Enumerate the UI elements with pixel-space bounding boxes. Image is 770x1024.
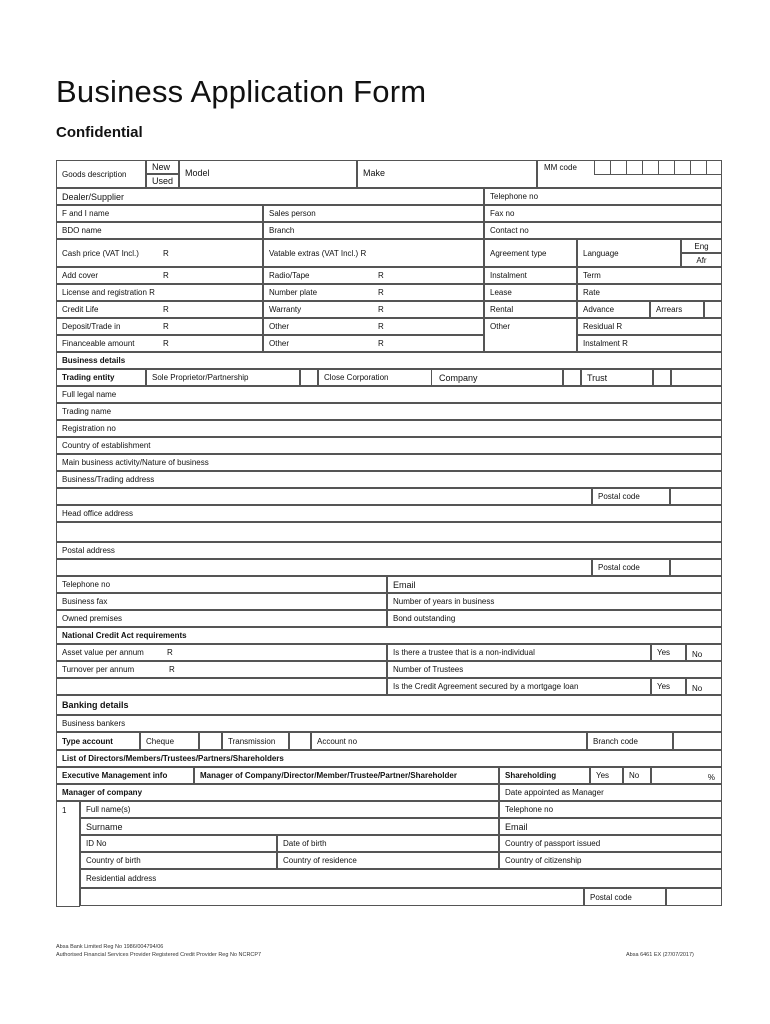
warranty-label: Warranty [269,305,302,314]
ncr-blank-cell [56,678,387,695]
business-bankers-field[interactable]: Business bankers [56,715,722,732]
residential-address-field[interactable]: Residential address [80,869,722,888]
bdo-name-field[interactable]: BDO name [56,222,263,239]
passport-country-field[interactable]: Country of passport issued [499,835,722,852]
account-no-field[interactable]: Account no [311,732,587,750]
radio-tape-label: Radio/Tape [269,271,310,280]
director-index: 1 [56,801,80,907]
director-telephone-field[interactable]: Telephone no [499,801,722,818]
cash-price-currency: R [163,248,169,258]
term-field[interactable]: Term [577,267,722,284]
manager-of-company-label: Manager of company [56,784,499,801]
shareholding-percent-field[interactable]: % [651,767,722,784]
trust-checkbox[interactable] [653,369,671,386]
transmission-option[interactable]: Transmission [222,732,289,750]
trading-postal-code-label: Postal code [592,488,670,505]
date-of-birth-field[interactable]: Date of birth [277,835,499,852]
other-currency-1: R [378,322,384,331]
sales-person-field[interactable]: Sales person [263,205,484,222]
postal-postal-code-field[interactable] [670,559,722,576]
cash-price-label: Cash price (VAT Incl.) [62,248,139,258]
exec-info-label: Executive Management info [56,767,194,784]
arrears-option[interactable]: Arrears [650,301,704,318]
trust-option[interactable]: Trust [581,369,653,386]
cheque-checkbox[interactable] [199,732,222,750]
warranty-field[interactable] [263,301,484,318]
deposit-trade-in-field[interactable] [56,318,263,335]
transmission-checkbox[interactable] [289,732,311,750]
shareholding-yes-option[interactable]: Yes [590,767,623,784]
postal-address-line-2[interactable] [56,559,592,576]
asset-value-label: Asset value per annum [62,648,144,657]
add-cover-field[interactable] [56,267,263,284]
trustee-question-label: Is there a trustee that is a non-individual [387,644,651,661]
main-activity-field[interactable]: Main business activity/Nature of business [56,454,722,471]
surname-field[interactable]: Surname [80,818,499,835]
country-of-residence-field[interactable]: Country of residence [277,852,499,869]
language-label: Language [577,239,681,267]
cheque-option[interactable]: Cheque [140,732,199,750]
model-field[interactable]: Model [179,160,357,188]
credit-life-field[interactable] [56,301,263,318]
financeable-currency: R [163,339,169,348]
number-plate-label: Number plate [269,288,318,297]
radio-tape-field[interactable] [263,267,484,284]
credit-life-currency: R [163,305,169,314]
trading-entity-spacer [671,369,722,386]
residential-postal-code-label: Postal code [584,888,666,906]
full-legal-name-field[interactable]: Full legal name [56,386,722,403]
deposit-currency: R [163,322,169,331]
mortgage-question-label: Is the Credit Agreement secured by a mortgage loan [387,678,651,695]
sole-proprietor-checkbox[interactable] [300,369,318,386]
country-of-birth-field[interactable]: Country of birth [80,852,277,869]
trading-postal-code-field[interactable] [670,488,722,505]
mm-code-field[interactable] [537,160,722,188]
business-telephone-field[interactable]: Telephone no [56,576,387,593]
footer-reg-line: Absa Bank Limited Reg No 1986/004794/06 [56,944,164,950]
other-extras-field-2[interactable] [263,335,484,352]
page-subtitle: Confidential [56,124,143,141]
radio-tape-currency: R [378,271,384,280]
financeable-amount-field[interactable] [56,335,263,352]
fax-no-field[interactable]: Fax no [484,205,722,222]
other-extras-field-1[interactable] [263,318,484,335]
business-email-field[interactable]: Email [387,576,722,593]
residential-postal-code-field[interactable] [666,888,722,906]
cash-price-field[interactable] [56,239,263,267]
used-checkbox[interactable]: Used [146,174,179,188]
type-account-label: Type account [56,732,140,750]
goods-description-label: Goods description [56,160,146,188]
head-office-address-field[interactable]: Head office address [56,505,722,522]
turnover-currency: R [169,665,175,674]
date-appointed-field[interactable]: Date appointed as Manager [499,784,722,801]
trading-address-line-2[interactable] [56,488,592,505]
language-eng-option[interactable]: Eng [681,239,722,253]
turnover-field[interactable] [56,661,387,678]
company-label: Company [439,372,478,383]
registration-no-field[interactable]: Registration no [56,420,722,437]
residential-address-line-2[interactable] [80,888,584,906]
other-agreement-option[interactable]: Other [484,318,577,352]
f-and-i-name-field[interactable]: F and I name [56,205,263,222]
turnover-label: Turnover per annum [62,665,135,674]
bond-outstanding-field[interactable]: Bond outstanding [387,610,722,627]
lease-option[interactable]: Lease [484,284,577,301]
instalment-option[interactable]: Instalment [484,267,577,284]
residual-field[interactable]: Residual R [577,318,722,335]
postal-postal-code-label: Postal code [592,559,670,576]
deposit-trade-in-label: Deposit/Trade in [62,322,121,331]
business-fax-field[interactable]: Business fax [56,593,387,610]
manager-company-long-label: Manager of Company/Director/Member/Trustee/Partner/Shareholder [194,767,499,784]
application-form [56,160,722,906]
warranty-currency: R [378,305,384,314]
business-details-heading: Business details [56,352,722,369]
years-in-business-field[interactable]: Number of years in business [387,593,722,610]
directors-heading: List of Directors/Members/Trustees/Partners/Shareholders [56,750,722,767]
number-plate-field[interactable] [263,284,484,301]
ncr-heading: National Credit Act requirements [56,627,722,644]
country-citizenship-field[interactable]: Country of citizenship [499,852,722,869]
other-currency-2: R [378,339,384,348]
id-no-field[interactable]: ID No [80,835,277,852]
trustee-yes-option[interactable]: Yes [651,644,686,661]
contact-no-field[interactable]: Contact no [484,222,722,239]
branch-code-label: Branch code [587,732,673,750]
number-plate-currency: R [378,288,384,297]
branch-code-field[interactable] [673,732,722,750]
add-cover-currency: R [163,271,169,280]
arrears-checkbox[interactable] [704,301,722,318]
license-registration-field[interactable]: License and registration R [56,284,263,301]
vatable-extras-field[interactable]: Vatable extras (VAT Incl.) R [263,239,484,267]
branch-field[interactable]: Branch [263,222,484,239]
number-trustees-field[interactable]: Number of Trustees [387,661,722,678]
trustee-no-option[interactable]: No [686,644,722,661]
agreement-type-label: Agreement type [484,239,577,267]
make-field[interactable]: Make [357,160,537,188]
country-establishment-field[interactable]: Country of establishment [56,437,722,454]
dealer-telephone-field[interactable]: Telephone no [484,188,722,205]
mm-code-boxes[interactable] [594,161,722,175]
trading-name-field[interactable]: Trading name [56,403,722,420]
company-checkbox[interactable] [563,369,581,386]
page-title: Business Application Form [56,74,427,109]
postal-address-field[interactable]: Postal address [56,542,722,559]
other-label-1: Other [269,322,290,331]
rental-option[interactable]: Rental [484,301,577,318]
instalment-amount-field[interactable]: Instalment R [577,335,722,352]
asset-value-currency: R [167,648,173,657]
add-cover-label: Add cover [62,271,99,280]
shareholding-no-option[interactable]: No [623,767,651,784]
dealer-supplier-field[interactable]: Dealer/Supplier [56,188,484,205]
trading-entity-label: Trading entity [56,369,146,386]
company-option[interactable] [432,369,563,386]
footer-fsp-line: Authorised Financial Services Provider Registered Credit Provider Reg No NCRCP7 [56,952,262,958]
head-office-address-line-2[interactable] [56,522,722,542]
footer-form-code: Absa 6461 EX (27/07/2017) [626,952,694,958]
trading-address-field[interactable]: Business/Trading address [56,471,722,488]
financeable-amount-label: Financeable amount [62,339,135,348]
full-names-field[interactable]: Full name(s) [80,801,499,818]
sole-proprietor-option[interactable]: Sole Proprietor/Partnership [146,369,300,386]
shareholding-label: Shareholding [499,767,590,784]
mortgage-yes-option[interactable]: Yes [651,678,686,695]
close-corporation-option[interactable]: Close Corporation [318,369,432,386]
rate-field[interactable]: Rate [577,284,722,301]
asset-value-field[interactable] [56,644,387,661]
mortgage-no-option[interactable]: No [686,678,722,695]
director-email-field[interactable]: Email [499,818,722,835]
banking-details-heading: Banking details [56,695,722,715]
new-checkbox[interactable]: New [146,160,179,174]
mm-code-label: MM code [544,163,577,172]
credit-life-label: Credit Life [62,305,99,314]
other-label-2: Other [269,339,290,348]
owned-premises-field[interactable]: Owned premises [56,610,387,627]
advance-option[interactable]: Advance [577,301,650,318]
language-afr-option[interactable]: Afr [681,253,722,267]
